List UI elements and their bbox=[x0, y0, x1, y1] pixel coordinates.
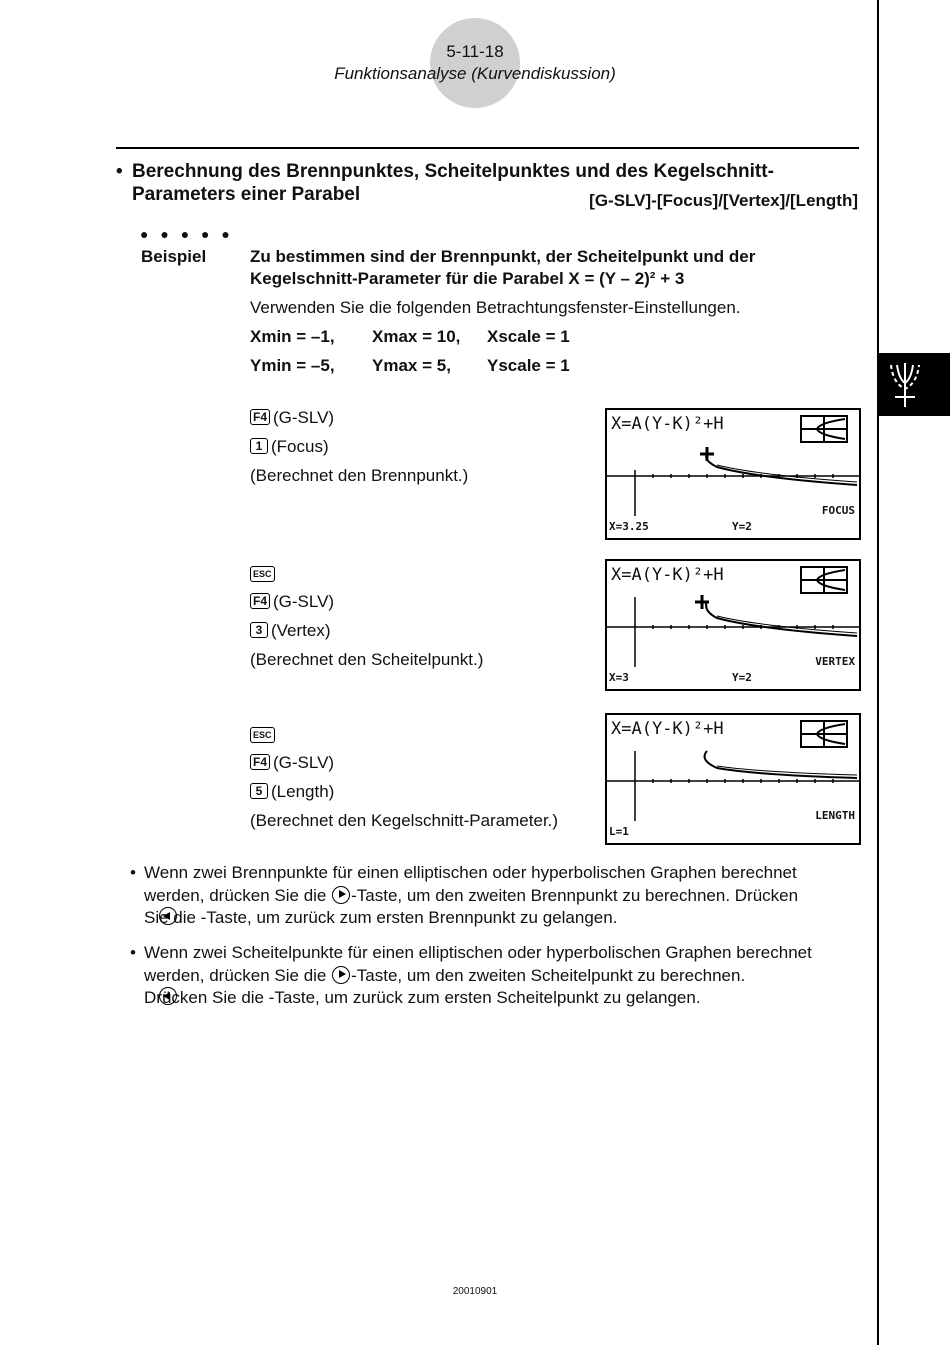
right-margin-rule bbox=[877, 0, 879, 1345]
screen-x-readout: X=3.25 bbox=[609, 520, 649, 533]
footer-code: 20010901 bbox=[452, 1286, 498, 1297]
step-text: (G-SLV) bbox=[273, 408, 335, 427]
note-text: -Taste, um den zweiten Brennpunkt zu berechnen. Drücken bbox=[351, 885, 799, 905]
note-line bbox=[144, 965, 745, 988]
task-line-2: Kegelschnitt-Parameter für die Parabel X = (Y – 2)² + 3 bbox=[250, 269, 685, 288]
screen-mode-label: FOCUS bbox=[821, 504, 855, 517]
left-arrow-key-icon bbox=[159, 987, 177, 1005]
page-number: 5-11-18 bbox=[446, 42, 504, 61]
f4-key: F4 bbox=[250, 593, 270, 609]
right-arrow-key-icon bbox=[332, 966, 350, 984]
note-text: Sie die bbox=[144, 908, 201, 927]
screen-y-readout: Y=2 bbox=[732, 671, 752, 684]
title-bullet: • bbox=[116, 161, 123, 182]
note-text: -Taste, um den zweiten Scheitelpunkt zu berechnen. bbox=[351, 965, 746, 985]
esc-key: ESC bbox=[250, 727, 275, 743]
key-1: 1 bbox=[250, 438, 268, 454]
step-text: (G-SLV) bbox=[273, 592, 335, 611]
step3-esc bbox=[250, 725, 278, 745]
right-arrow-key-icon bbox=[332, 886, 350, 904]
page-number-circle bbox=[430, 18, 520, 108]
step1-line2 bbox=[250, 437, 329, 457]
f4-key: F4 bbox=[250, 754, 270, 770]
step-text: (Vertex) bbox=[271, 621, 331, 640]
screen-x-readout: L=1 bbox=[609, 825, 629, 838]
title-line-1: Berechnung des Brennpunktes, Scheitelpunktes und des Kegelschnitt- bbox=[132, 161, 774, 182]
note-line bbox=[144, 885, 798, 908]
title-line-2: Parameters einer Parabel bbox=[132, 184, 361, 205]
screen-function: X=A(Y-K)²+H bbox=[611, 719, 724, 739]
note-line: Wenn zwei Scheitelpunkte für einen elliptischen oder hyperbolischen Graphen berechnet bbox=[144, 943, 812, 962]
note-text: -Taste, um zurück zum ersten Brennpunkt zu gelangen. bbox=[200, 908, 618, 927]
step2-note: (Berechnet den Scheitelpunkt.) bbox=[250, 650, 484, 669]
screen-y-readout: Y=2 bbox=[732, 520, 752, 533]
example-dots: ● ● ● ● ● bbox=[140, 226, 234, 242]
xscale-setting: Xscale = 1 bbox=[487, 327, 570, 346]
step3-line2 bbox=[250, 782, 334, 802]
left-arrow-key-icon bbox=[159, 907, 177, 925]
note-text: werden, drücken Sie die bbox=[144, 965, 332, 985]
note-text: werden, drücken Sie die bbox=[144, 885, 332, 905]
example-label: Beispiel bbox=[141, 247, 207, 266]
screen-function: X=A(Y-K)²+H bbox=[611, 414, 724, 434]
note-line bbox=[144, 907, 617, 930]
screen-function: X=A(Y-K)²+H bbox=[611, 565, 724, 585]
key-3: 3 bbox=[250, 622, 268, 638]
xmax-setting: Xmax = 10, bbox=[372, 327, 461, 346]
f4-key: F4 bbox=[250, 409, 270, 425]
section-divider bbox=[116, 147, 859, 149]
key-5: 5 bbox=[250, 783, 268, 799]
step3-line1 bbox=[250, 753, 334, 773]
step1-note: (Berechnet den Brennpunkt.) bbox=[250, 466, 469, 485]
task-line-1: Zu bestimmen sind der Brennpunkt, der Scheitelpunkt und der bbox=[250, 247, 756, 266]
ymin-setting: Ymin = –5, bbox=[250, 356, 335, 375]
note-bullet: • bbox=[130, 863, 136, 882]
step2-esc bbox=[250, 564, 278, 584]
step2-line2 bbox=[250, 621, 331, 641]
xmin-setting: Xmin = –1, bbox=[250, 327, 335, 346]
screen-mode-label: LENGTH bbox=[815, 809, 855, 822]
step1-line1 bbox=[250, 408, 334, 428]
step3-note: (Berechnet den Kegelschnitt-Parameter.) bbox=[250, 811, 559, 830]
step2-line1 bbox=[250, 592, 334, 612]
step-text: (Focus) bbox=[271, 437, 329, 456]
chapter-tab bbox=[879, 353, 950, 416]
note-bullet: • bbox=[130, 943, 136, 962]
screen-mode-label: VERTEX bbox=[815, 655, 855, 668]
command-path: [G-SLV]-[Focus]/[Vertex]/[Length] bbox=[589, 191, 858, 210]
calculator-screen-focus bbox=[605, 408, 861, 540]
note-line: Wenn zwei Brennpunkte für einen elliptischen oder hyperbolischen Graphen berechnet bbox=[144, 863, 797, 882]
calculator-screen-vertex bbox=[605, 559, 861, 691]
esc-key: ESC bbox=[250, 566, 275, 582]
chapter-title: Funktionsanalyse (Kurvendiskussion) bbox=[334, 64, 616, 83]
calculator-screen-length bbox=[605, 713, 861, 845]
step-text: (Length) bbox=[271, 782, 335, 801]
note-text: Drücken Sie die bbox=[144, 988, 269, 1007]
window-intro: Verwenden Sie die folgenden Betrachtungsfenster-Einstellungen. bbox=[250, 298, 741, 317]
conic-section-icon bbox=[885, 361, 925, 409]
yscale-setting: Yscale = 1 bbox=[487, 356, 570, 375]
ymax-setting: Ymax = 5, bbox=[372, 356, 451, 375]
screen-x-readout: X=3 bbox=[609, 671, 629, 684]
note-text: -Taste, um zurück zum ersten Scheitelpunkt zu gelangen. bbox=[268, 988, 701, 1007]
step-text: (G-SLV) bbox=[273, 753, 335, 772]
note-line bbox=[144, 987, 701, 1010]
